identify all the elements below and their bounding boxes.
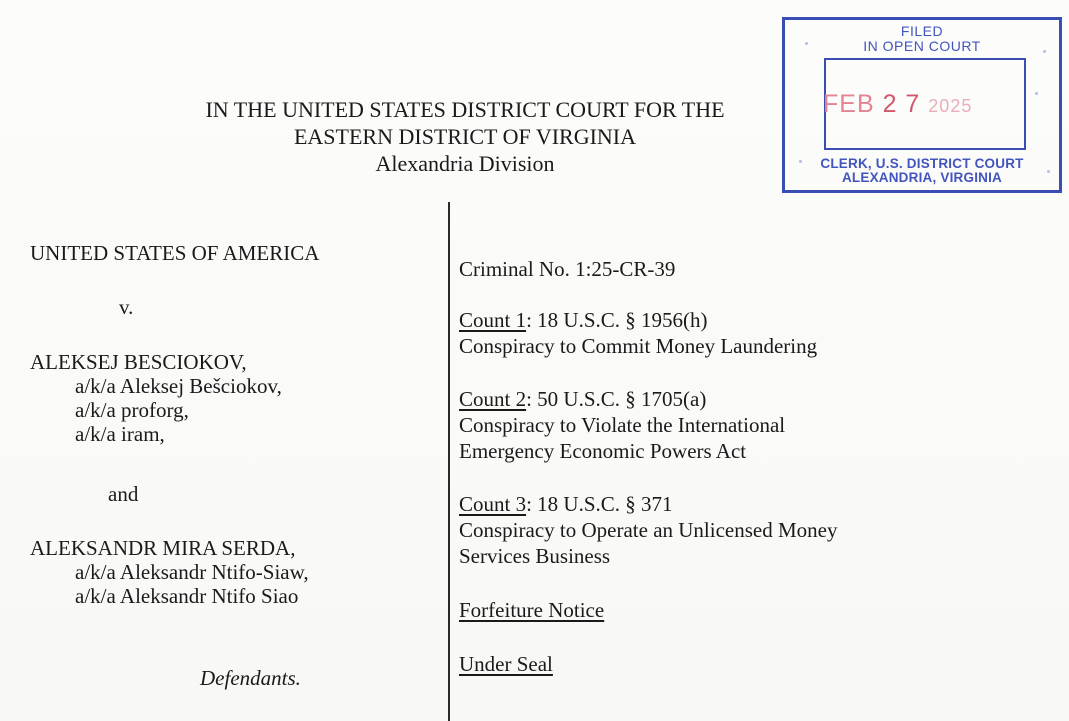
stamp-ink-speck [1035,92,1038,95]
defendant-1 [30,350,282,446]
stamp-ink-speck [805,42,808,45]
stamp-date-year: 2025 [928,96,973,116]
stamp-location: ALEXANDRIA, VIRGINIA [841,170,1002,185]
defendant-1-alias: a/k/a proforg, [75,398,189,422]
filed-stamp [782,17,1062,193]
court-division: Alexandria Division [375,151,555,176]
count-2-description: Emergency Economic Powers Act [459,439,747,463]
stamp-date-day: 2 7 [882,90,921,118]
stamp-ink-speck [1043,50,1046,53]
count-3-label: Count 3 [459,492,527,516]
defendant-1-alias: a/k/a Aleksej Bešciokov, [75,374,282,398]
and-label: and [108,482,139,506]
defendant-2-alias: a/k/a Aleksandr Ntifo-Siaw, [75,560,309,584]
stamp-date [823,90,972,119]
stamp-filed-label [785,24,1059,54]
caption-divider [448,202,450,721]
defendant-1-alias: a/k/a iram, [75,422,165,446]
court-name-line2: EASTERN DISTRICT OF VIRGINIA [293,124,637,149]
forfeiture-notice: Forfeiture Notice [459,598,605,622]
court-name-line1: IN THE UNITED STATES DISTRICT COURT FOR THE [205,97,725,122]
plaintiff-name: UNITED STATES OF AMERICA [30,241,320,265]
defendant-1-name: ALEKSEJ BESCIOKOV, [30,350,247,374]
stamp-clerk-label [785,157,1059,185]
count-2-statute: : 50 U.S.C. § 1705(a) [526,387,707,411]
count-2 [459,386,785,464]
stamp-open-court: IN OPEN COURT [863,38,981,54]
count-1 [459,307,817,359]
stamp-filed: FILED [900,23,944,39]
count-3-statute: : 18 U.S.C. § 371 [526,492,673,516]
versus-label: v. [119,295,134,319]
count-3-description: Services Business [459,544,611,568]
defendant-2-name: ALEKSANDR MIRA SERDA, [30,536,296,560]
count-1-label: Count 1 [459,308,527,332]
court-heading [140,96,790,177]
under-seal: Under Seal [459,652,553,676]
stamp-date-month: FEB [823,90,875,118]
defendant-2 [30,536,309,608]
defendants-label: Defendants. [200,666,301,690]
count-2-label: Count 2 [459,387,527,411]
count-2-description: Conspiracy to Violate the International [459,413,786,437]
defendant-2-alias: a/k/a Aleksandr Ntifo Siao [75,584,299,608]
count-3-heading [459,491,837,517]
count-3-description: Conspiracy to Operate an Unlicensed Money [459,518,838,542]
stamp-clerk: CLERK, U.S. DISTRICT COURT [820,156,1024,171]
criminal-number: Criminal No. 1:25-CR-39 [459,257,676,281]
stamp-ink-speck [799,160,802,163]
count-2-heading [459,386,785,412]
stamp-ink-speck [1047,170,1050,173]
count-1-statute: : 18 U.S.C. § 1956(h) [526,308,708,332]
count-1-description: Conspiracy to Commit Money Laundering [459,334,818,358]
count-3 [459,491,837,569]
count-1-heading [459,307,817,333]
